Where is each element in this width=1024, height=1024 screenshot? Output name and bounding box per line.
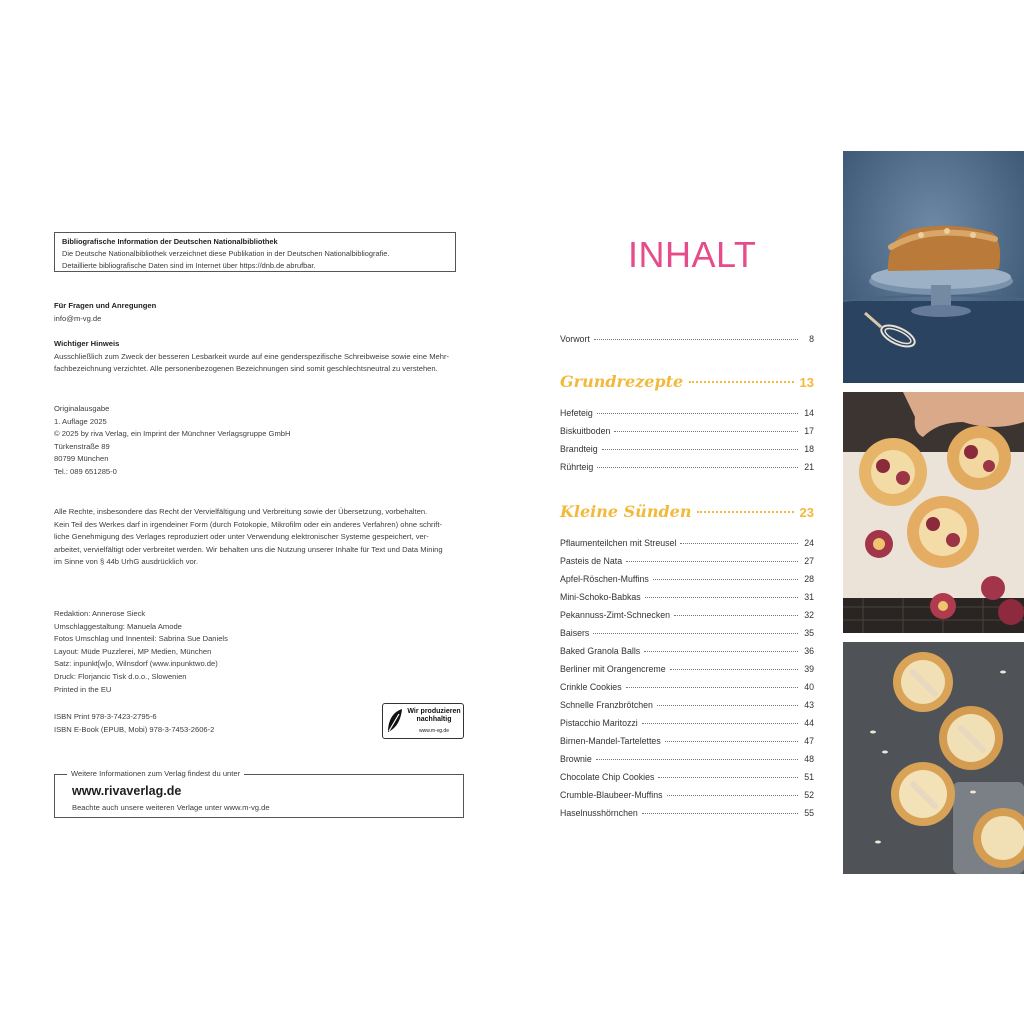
toc-entry-label: Rührteig: [560, 462, 594, 472]
toc-entry-label: Vorwort: [560, 334, 590, 344]
toc-entry[interactable]: [560, 790, 814, 804]
toc-entry-page: 21: [804, 462, 814, 472]
toc-entry-label: Pistacchio Maritozzi: [560, 718, 638, 728]
edition-line: Türkenstraße 89: [54, 441, 110, 451]
toc-entry[interactable]: [560, 718, 814, 732]
credit-line: Fotos Umschlag und Innenteil: Sabrina Sue Daniels: [54, 634, 228, 644]
pear-tartlets-photo: [843, 642, 1024, 874]
toc-leader: [614, 431, 798, 432]
sustainability-url: www.m-vg.de: [418, 728, 449, 734]
notice-line: Ausschließlich zum Zweck der besseren Lesbarkeit wurde auf eine genderspezifische Schreibweise sowie eine Mehr-: [54, 351, 450, 361]
toc-entry-page: 32: [804, 610, 814, 620]
contact-block: [54, 300, 156, 325]
toc-leader: [689, 381, 793, 383]
toc-entry-page: 47: [804, 736, 814, 746]
toc-entry[interactable]: [560, 444, 814, 458]
toc-entry[interactable]: [560, 592, 814, 606]
toc-entry-page: 44: [804, 718, 814, 728]
rights-line: im Sinne von § 44b UrhG ausdrücklich vor.: [54, 557, 198, 567]
toc-entry-page: 40: [804, 682, 814, 692]
toc-leader: [670, 669, 798, 670]
toc-leader: [667, 795, 798, 796]
toc-leader: [680, 543, 798, 544]
publisher-url[interactable]: www.rivaverlag.de: [72, 784, 182, 798]
toc-leader: [597, 413, 798, 414]
toc-leader: [593, 633, 798, 634]
toc-entry[interactable]: [560, 646, 814, 660]
toc-entry-label: Apfel-Röschen-Muffins: [560, 574, 649, 584]
plum-pastries-photo: [843, 392, 1024, 633]
toc-leader: [642, 723, 798, 724]
toc-leader: [658, 777, 798, 778]
toc-entry-page: 8: [809, 334, 814, 344]
toc-entry[interactable]: [560, 574, 814, 588]
toc-section-title: Kleine Sünden: [560, 502, 692, 521]
toc-leader: [697, 511, 793, 513]
contact-email: info@m-vg.de: [54, 313, 102, 323]
toc-entry[interactable]: [560, 462, 814, 476]
toc-entry[interactable]: [560, 754, 814, 768]
toc-entry-label: Mini-Schoko-Babkas: [560, 592, 641, 602]
edition-line: © 2025 by riva Verlag, ein Imprint der Münchner Verlagsgruppe GmbH: [54, 429, 291, 439]
sustainability-badge: [382, 703, 464, 739]
biblio-box: [54, 232, 456, 272]
toc-title: INHALT: [628, 234, 757, 275]
toc-entry-label: Baisers: [560, 628, 590, 638]
toc-entry-label: Birnen-Mandel-Tartelettes: [560, 736, 661, 746]
toc-entry-label: Chocolate Chip Cookies: [560, 772, 655, 782]
toc-entry-label: Pekannuss-Zimt-Schnecken: [560, 610, 671, 620]
toc-section-title: Grundrezepte: [560, 372, 684, 391]
toc-entry-page: 48: [804, 754, 814, 764]
toc-entry[interactable]: [560, 682, 814, 696]
toc-entry[interactable]: [560, 538, 814, 552]
edition-line: 80799 München: [54, 454, 109, 464]
toc-leader: [594, 339, 798, 340]
toc-entry[interactable]: [560, 628, 814, 642]
toc-entry-page: 24: [804, 538, 814, 548]
toc-entry[interactable]: [560, 556, 814, 570]
toc-entry-page: 52: [804, 790, 814, 800]
notice-title: Wichtiger Hinweis: [54, 339, 120, 348]
biblio-line: Detaillierte bibliografische Daten sind im Internet über https://dnb.de abrufbar.: [62, 261, 316, 270]
toc-entry[interactable]: [560, 736, 814, 750]
toc-entry-page: 27: [804, 556, 814, 566]
rights-line: liche Genehmigung des Verlages reproduziert oder unter Verwendung elektronischer Systeme gespeichert, ver-: [54, 532, 429, 542]
publisher-more: Beachte auch unsere weiteren Verlage unter www.m-vg.de: [72, 803, 270, 812]
toc-leader: [645, 597, 798, 598]
toc-entry-label: Brownie: [560, 754, 592, 764]
isbn-print: ISBN Print 978-3-7423-2795-6: [54, 712, 157, 721]
cake-loaf-photo: [843, 151, 1024, 383]
credits-block: [54, 608, 228, 696]
toc-entry-label: Schnelle Franzbrötchen: [560, 700, 653, 710]
toc-entry[interactable]: [560, 808, 814, 822]
toc-entry-label: Pasteis de Nata: [560, 556, 623, 566]
toc-entry-label: Brandteig: [560, 444, 598, 454]
toc-leader: [674, 615, 798, 616]
isbn-ebook: ISBN E-Book (EPUB, Mobi) 978-3-7453-2606-2: [54, 724, 215, 734]
toc-entry-page: 35: [804, 628, 814, 638]
credit-line: Redaktion: Annerose Sieck: [54, 609, 146, 618]
toc-entry[interactable]: [560, 664, 814, 678]
toc-leader: [665, 741, 798, 742]
credit-line: Druck: Florjancic Tisk d.o.o., Slowenien: [54, 671, 187, 681]
credit-line: Umschlaggestaltung: Manuela Amode: [54, 621, 182, 631]
toc-entry-page: 31: [804, 592, 814, 602]
toc-leader: [653, 579, 798, 580]
toc-entry-page: 18: [804, 444, 814, 454]
toc-entry-label: Crinkle Cookies: [560, 682, 622, 692]
toc-entry[interactable]: [560, 426, 814, 440]
toc-entry-label: Biskuitboden: [560, 426, 611, 436]
toc-leader: [596, 759, 798, 760]
toc-entry-label: Hefeteig: [560, 408, 593, 418]
toc-entry-page: 17: [804, 426, 814, 436]
credit-line: Satz: inpunkt[w]o, Wilnsdorf (www.inpunktwo.de): [54, 659, 218, 669]
toc-entry-page: 28: [804, 574, 814, 584]
toc-entry[interactable]: [560, 408, 814, 422]
toc-leader: [602, 449, 798, 450]
contact-title: Für Fragen und Anregungen: [54, 301, 157, 310]
edition-line: 1. Auflage 2025: [54, 416, 107, 426]
toc-section-kleine-suenden[interactable]: [560, 502, 814, 526]
credit-line: Printed in the EU: [54, 684, 112, 694]
toc-entry-page: 55: [804, 808, 814, 818]
toc-entry-label: Berliner mit Orangencreme: [560, 664, 666, 674]
toc-entry-vorwort[interactable]: [560, 334, 814, 348]
toc-section-page: 23: [799, 505, 814, 520]
edition-line: Originalausgabe: [54, 404, 110, 413]
publisher-legend: Weitere Informationen zum Verlag findest du unter: [67, 769, 244, 778]
toc-leader: [657, 705, 798, 706]
toc-entry-page: 43: [804, 700, 814, 710]
edition-line: Tel.: 089 651285-0: [54, 466, 117, 476]
isbn-block: [54, 711, 214, 736]
toc-entry-label: Pflaumenteilchen mit Streusel: [560, 538, 677, 548]
toc-entry-label: Baked Granola Balls: [560, 646, 641, 656]
toc-section-page: 13: [799, 375, 814, 390]
toc-leader: [644, 651, 798, 652]
toc-leader: [642, 813, 798, 814]
sustainability-text: Wir produzieren nachhaltig: [407, 708, 461, 724]
toc-leader: [597, 467, 798, 468]
rights-line: arbeitet, vervielfältigt oder verbreitet werden. Wir behalten uns die Nutzung unserer Inhalte für Text und Data Mining: [54, 544, 443, 554]
toc-entry[interactable]: [560, 772, 814, 786]
rights-block: [54, 506, 443, 569]
toc-entry-label: Haselnusshörnchen: [560, 808, 638, 818]
credit-line: Layout: Müde Puzzlerei, MP Medien, München: [54, 646, 212, 656]
toc-leader: [626, 561, 798, 562]
toc-entry[interactable]: [560, 610, 814, 624]
publisher-info-box: [54, 769, 464, 818]
rights-line: Alle Rechte, insbesondere das Recht der Vervielfältigung und Verbreitung sowie der Übersetzung, vorbehalten.: [54, 507, 428, 516]
leaf-icon: [385, 706, 405, 736]
toc-entry-page: 51: [804, 772, 814, 782]
biblio-line: Die Deutsche Nationalbibliothek verzeichnet diese Publikation in der Deutschen Nationalbibliografie.: [62, 249, 390, 258]
notice-block: [54, 338, 449, 376]
toc-section-grundrezepte[interactable]: [560, 372, 814, 396]
toc-entry-label: Crumble-Blaubeer-Muffins: [560, 790, 663, 800]
toc-entry-page: 14: [804, 408, 814, 418]
notice-line: fachbezeichnung verzichtet. Alle personenbezogenen Bezeichnungen sind somit geschlechtsneutral zu verstehen.: [54, 364, 438, 374]
toc-leader: [626, 687, 798, 688]
rights-line: Kein Teil des Werkes darf in irgendeiner Form (durch Fotokopie, Mikrofilm oder ein anderes Verfahren) ohne schrift-: [54, 519, 443, 529]
toc-entry-page: 39: [804, 664, 814, 674]
edition-block: [54, 403, 290, 479]
toc-entry[interactable]: [560, 700, 814, 714]
toc-entry-page: 36: [804, 646, 814, 656]
biblio-title: Bibliografische Information der Deutschen Nationalbibliothek: [62, 237, 278, 246]
